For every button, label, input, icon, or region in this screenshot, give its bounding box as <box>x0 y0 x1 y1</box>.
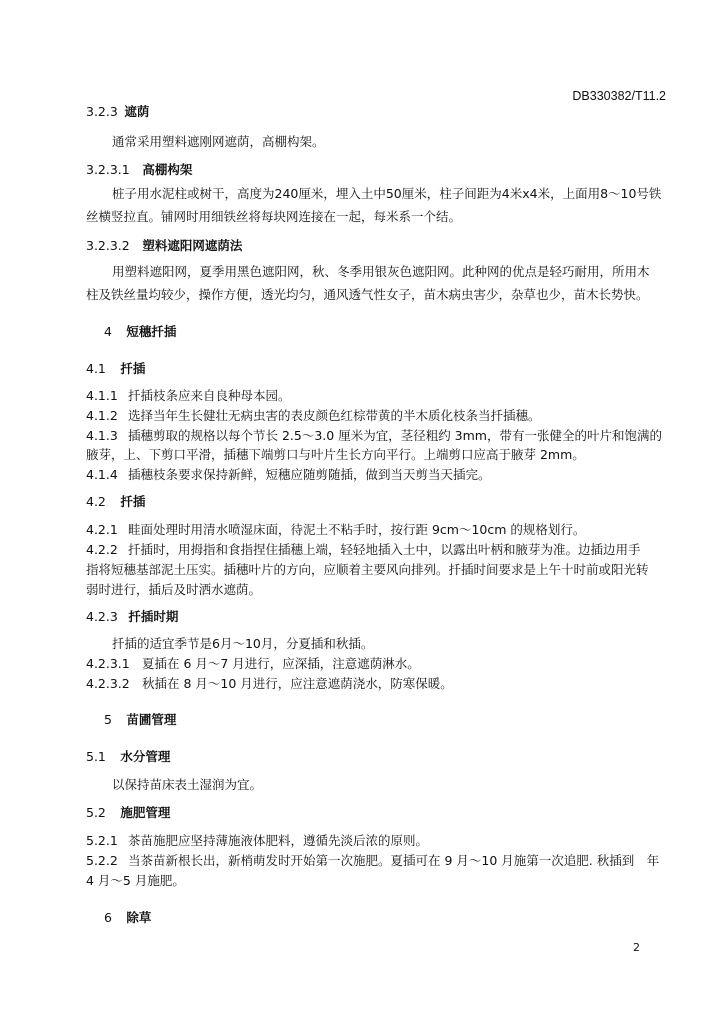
item-text: 扦插枝条应来自良种母本园。 <box>127 388 291 403</box>
heading-3-2-3-2 <box>86 238 242 254</box>
item-number: 4.1.4 <box>86 467 118 482</box>
item-number: 4.2.3.2 <box>86 676 130 691</box>
section-title: 高棚构架 <box>142 162 193 177</box>
list-item <box>86 408 541 424</box>
section-title: 遮荫 <box>124 104 150 119</box>
section-number: 3.2.3 <box>86 104 118 119</box>
item-number: 4.1.1 <box>86 388 118 403</box>
section-title: 扦插 <box>120 361 146 376</box>
heading-4-2 <box>86 494 145 510</box>
section-number: 5 <box>104 712 112 727</box>
item-text: 夏插在 6 月～7 月进行，应深插，注意遮荫淋水。 <box>141 656 420 671</box>
paragraph-line: 柱及铁丝量均较少，操作方便，透光均匀，通风透气性女子，苗木病虫害少，杂草也少，苗木长势快。 <box>86 287 649 302</box>
heading-4-1 <box>86 361 145 377</box>
section-number: 5.2 <box>86 805 106 820</box>
item-number: 4.1.2 <box>86 408 118 423</box>
item-text: 茶苗施肥应坚持薄施液体肥料，遵循先淡后浓的原则。 <box>127 833 428 848</box>
section-title: 施肥管理 <box>120 805 171 820</box>
item-text: 插穗枝条要求保持新鲜，短穗应随剪随插，做到当天剪当天插完。 <box>127 467 491 482</box>
heading-4-2-3 <box>86 609 178 625</box>
list-item <box>86 833 428 849</box>
item-text: 选择当年生长健壮无病虫害的表皮颜色红棕带黄的半木质化枝条当扦插穗。 <box>127 408 541 423</box>
heading-3-2-3-1 <box>86 162 192 178</box>
page-number: 2 <box>633 941 640 954</box>
paragraph: 以保持苗床表土湿润为宜。 <box>112 777 263 792</box>
heading-5-1 <box>86 749 170 765</box>
section-title: 除草 <box>126 910 152 925</box>
section-number: 4.2 <box>86 494 106 509</box>
heading-6 <box>104 910 151 926</box>
list-item <box>86 467 491 483</box>
list-item-continuation: 腋芽，上、下剪口平滑，插穗下端剪口与叶片生长方向平行。上端剪口应高于腋芽 2mm。 <box>86 447 585 462</box>
section-title: 塑料遮阳网遮荫法 <box>142 238 243 253</box>
list-item-continuation: 指将短穗基部泥土压实。插穗叶片的方向，应顺着主要风向排列。扦插时间要求是上午十时前或阳光转 <box>86 562 649 577</box>
item-number: 4.2.3.1 <box>86 656 130 671</box>
item-text: 当茶苗新根长出，新梢萌发时开始第一次施肥。夏插可在 9 月～10 月施第一次追肥. 秋插到 年 <box>127 853 660 868</box>
section-number: 5.1 <box>86 749 106 764</box>
section-title: 苗圃管理 <box>126 712 177 727</box>
item-text: 扦插时，用拇指和食指捏住插穗上端，轻轻地插入土中，以露出叶柄和腋芽为准。边插边用手 <box>127 542 641 557</box>
list-item <box>86 428 662 444</box>
heading-5-2 <box>86 805 170 821</box>
paragraph-line: 丝横竖拉直。铺网时用细铁丝将每块网连接在一起，每米系一个结。 <box>86 209 462 224</box>
item-number: 4.2.1 <box>86 522 118 537</box>
item-text: 秋插在 8 月～10 月进行，应注意遮荫浇水，防寒保暖。 <box>141 676 453 691</box>
item-number: 5.2.2 <box>86 853 118 868</box>
paragraph-line: 用塑料遮阳网，夏季用黑色遮阳网，秋、冬季用银灰色遮阳网。此种网的优点是轻巧耐用，所用木 <box>112 264 650 279</box>
section-title: 扦插时期 <box>128 609 179 624</box>
list-item <box>86 522 585 538</box>
heading-4 <box>104 324 176 340</box>
heading-3-2-3 <box>86 104 149 120</box>
heading-5 <box>104 712 176 728</box>
section-title: 短穗扦插 <box>126 324 177 339</box>
list-item <box>86 676 453 692</box>
list-item-continuation: 4 月～5 月施肥。 <box>86 873 185 888</box>
paragraph: 扦插的适宜季节是6月～10月，分夏插和秋插。 <box>112 636 374 651</box>
section-number: 3.2.3.2 <box>86 238 130 253</box>
item-text: 插穗剪取的规格以每个节长 2.5～3.0 厘米为宜，茎径粗约 3mm，带有一张健全的叶片和饱满的 <box>127 428 662 443</box>
section-number: 3.2.3.1 <box>86 162 130 177</box>
item-number: 4.2.2 <box>86 542 118 557</box>
list-item <box>86 388 291 404</box>
item-number: 4.1.3 <box>86 428 118 443</box>
paragraph: 通常采用塑料遮刚网遮荫，高棚构架。 <box>112 134 325 149</box>
list-item <box>86 853 659 869</box>
document-code: DB330382/T11.2 <box>572 89 666 103</box>
section-number: 4 <box>104 324 112 339</box>
list-item <box>86 656 420 672</box>
item-number: 5.2.1 <box>86 833 118 848</box>
section-title: 扦插 <box>120 494 146 509</box>
item-text: 畦面处理时用清水喷湿床面，待泥土不粘手时，按行距 9cm～10cm 的规格划行。 <box>127 522 586 537</box>
section-number: 6 <box>104 910 112 925</box>
list-item-continuation: 弱时进行，插后及时洒水遮荫。 <box>86 582 262 597</box>
section-number: 4.1 <box>86 361 106 376</box>
section-number: 4.2.3 <box>86 609 118 624</box>
section-title: 水分管理 <box>120 749 171 764</box>
paragraph-line: 桩子用水泥柱或树干，高度为240厘米，埋入土中50厘米，柱子间距为4米x4米，上面用8～10号铁 <box>112 186 662 201</box>
list-item <box>86 542 641 558</box>
